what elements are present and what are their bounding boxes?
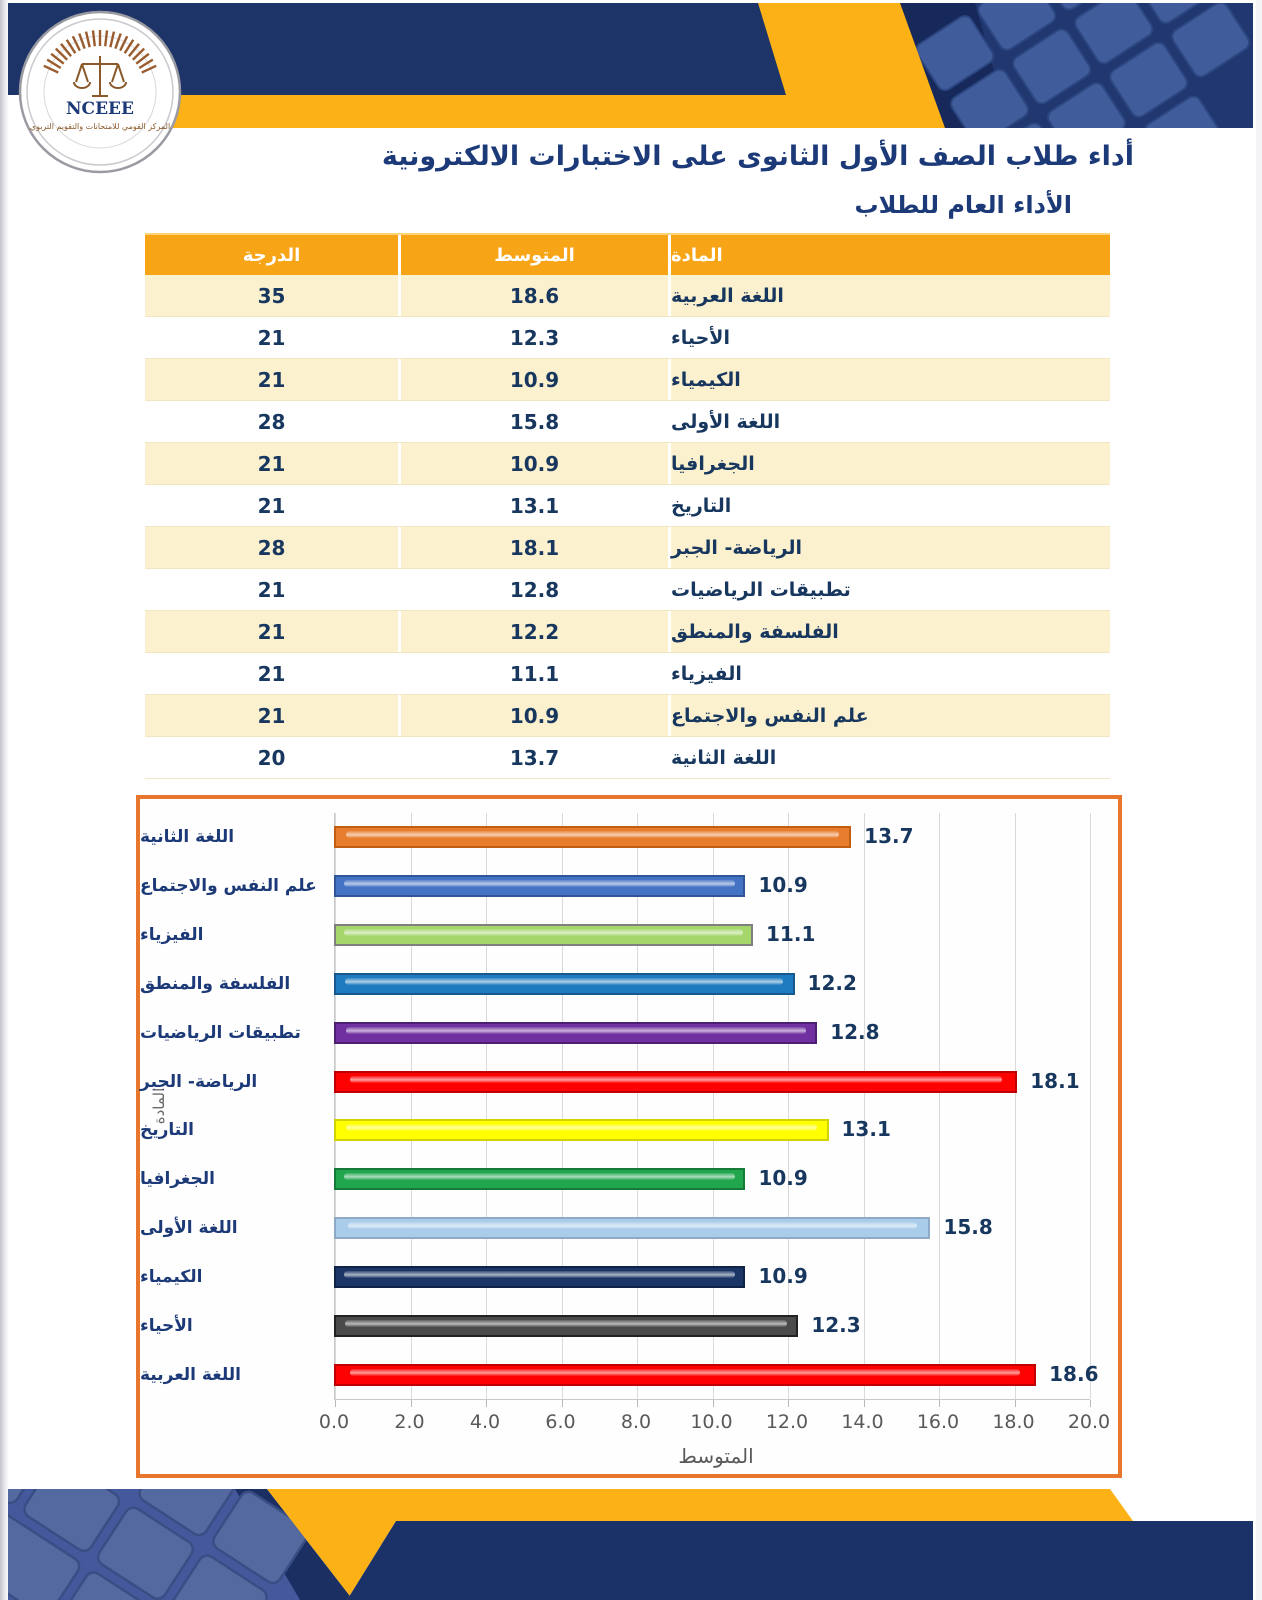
cell-score: 21 <box>257 451 286 476</box>
cell-score: 28 <box>257 535 286 560</box>
table-row <box>145 611 1110 653</box>
logo-subtext: المركز القومي للامتحانات والتقويم التربوي <box>29 122 171 131</box>
category-label: اللغة العربية <box>140 1364 241 1385</box>
axis-tick <box>562 1400 563 1407</box>
x-tick-label: 4.0 <box>469 1411 501 1433</box>
table-row <box>145 485 1110 527</box>
category-label: اللغة الثانية <box>140 827 235 848</box>
gridline <box>1090 813 1091 1399</box>
chart-row <box>334 1155 1089 1204</box>
axis-tick <box>788 1400 789 1407</box>
table-row <box>145 695 1110 737</box>
bar <box>334 1071 1017 1093</box>
table-body <box>145 275 1110 779</box>
chart-row <box>334 911 1089 960</box>
cell-score: 21 <box>257 661 286 686</box>
performance-table <box>145 233 1110 779</box>
nceee-logo <box>16 8 184 176</box>
bar-value-label: 18.1 <box>1030 1068 1080 1093</box>
chart-x-axis-title: المتوسط <box>678 1444 754 1468</box>
cell-score: 21 <box>257 619 286 644</box>
bar-gloss <box>350 1076 1002 1083</box>
cell-score: 35 <box>257 283 286 308</box>
cell-score: 21 <box>257 325 286 350</box>
cell-average: 12.8 <box>398 569 668 610</box>
category-label: الجغرافيا <box>140 1169 215 1190</box>
cell-subject: اللغة الأولى <box>668 401 1110 442</box>
bar-gloss <box>350 1369 1020 1376</box>
cell-subject: اللغة الثانية <box>668 737 1110 778</box>
category-label: الرياضة- الجبر <box>140 1071 258 1092</box>
category-label: علم النفس والاجتماع <box>140 876 317 897</box>
bar-value-label: 12.2 <box>807 970 857 995</box>
bar <box>334 1266 745 1288</box>
table-row <box>145 569 1110 611</box>
axis-tick <box>1015 1400 1016 1407</box>
bar-value-label: 13.1 <box>841 1117 891 1142</box>
table-row <box>145 527 1110 569</box>
bar-value-label: 12.3 <box>811 1312 861 1337</box>
bar-gloss <box>346 1027 806 1034</box>
averages-bar-chart <box>136 795 1122 1478</box>
chart-y-axis-title: المادة <box>150 1087 168 1125</box>
cell-average: 18.1 <box>398 527 668 568</box>
bar <box>334 875 745 897</box>
bar <box>334 1119 829 1141</box>
cell-subject: الفيزياء <box>668 653 1110 694</box>
bar <box>334 973 795 995</box>
cell-average: 15.8 <box>398 401 668 442</box>
bar-gloss <box>344 880 735 887</box>
table-header-subject: المادة <box>668 235 1110 275</box>
table-row <box>145 275 1110 317</box>
bar-value-label: 10.9 <box>758 1263 808 1288</box>
cell-score: 21 <box>257 577 286 602</box>
chart-row <box>334 862 1089 911</box>
cell-average: 13.7 <box>398 737 668 778</box>
x-tick-label: 12.0 <box>765 1411 809 1433</box>
x-tick-label: 6.0 <box>545 1411 576 1433</box>
bar <box>334 1364 1036 1386</box>
category-label: التاريخ <box>140 1120 194 1141</box>
table-header-score: الدرجة <box>242 244 301 266</box>
cell-subject: الكيمياء <box>668 359 1110 400</box>
axis-tick <box>637 1400 638 1407</box>
chart-row <box>334 1057 1089 1106</box>
cell-subject: الجغرافيا <box>668 443 1110 484</box>
chart-row <box>334 1301 1089 1350</box>
bar-gloss <box>344 929 742 936</box>
table-header-row <box>145 235 1110 275</box>
bar <box>334 1168 745 1190</box>
bar <box>334 1315 798 1337</box>
chart-row <box>334 813 1089 862</box>
axis-tick <box>486 1400 487 1407</box>
bar-value-label: 15.8 <box>943 1215 993 1240</box>
page-title: أداء طلاب الصف الأول الثانوى على الاختبارات الالكترونية <box>381 141 1134 172</box>
bar-value-label: 13.7 <box>864 824 914 849</box>
top-banner-decoration <box>0 0 1262 132</box>
bar-value-label: 12.8 <box>830 1019 880 1044</box>
chart-row <box>334 1350 1099 1399</box>
bar-gloss <box>348 1222 917 1229</box>
table-row <box>145 359 1110 401</box>
logo-text: NCEEE <box>66 99 134 119</box>
x-tick-label: 20.0 <box>1067 1411 1111 1433</box>
table-row <box>145 443 1110 485</box>
bar-value-label: 11.1 <box>766 922 816 947</box>
category-label: اللغة الأولى <box>140 1218 238 1239</box>
cell-score: 21 <box>257 703 286 728</box>
axis-tick <box>939 1400 940 1407</box>
page-edge-right <box>1256 0 1262 1600</box>
chart-row <box>334 1008 1089 1057</box>
cell-average: 11.1 <box>398 653 668 694</box>
table-row <box>145 653 1110 695</box>
bar-gloss <box>344 1173 735 1180</box>
axis-tick <box>335 1400 336 1407</box>
cell-subject: الأحياء <box>668 317 1110 358</box>
axis-tick <box>864 1400 865 1407</box>
chart-row <box>334 1253 1089 1302</box>
cell-score: 21 <box>257 493 286 518</box>
category-label: الفيزياء <box>140 925 204 946</box>
axis-tick <box>411 1400 412 1407</box>
category-label: الكيمياء <box>140 1266 203 1287</box>
axis-tick <box>713 1400 714 1407</box>
chart-row <box>334 1204 1089 1253</box>
chart-row <box>334 1106 1089 1155</box>
cell-score: 20 <box>257 745 286 770</box>
cell-subject: التاريخ <box>668 485 1110 526</box>
table-row <box>145 317 1110 359</box>
cell-subject: تطبيقات الرياضيات <box>668 569 1110 610</box>
x-tick-label: 8.0 <box>620 1411 652 1433</box>
bar-value-label: 18.6 <box>1049 1361 1099 1386</box>
bar-gloss <box>346 831 839 838</box>
category-label: الفلسفة والمنطق <box>140 973 291 994</box>
cell-subject: الرياضة- الجبر <box>668 527 1110 568</box>
x-tick-label: 0.0 <box>318 1411 350 1433</box>
axis-tick <box>1090 1400 1091 1407</box>
bar <box>334 924 753 946</box>
x-tick-label: 14.0 <box>841 1411 884 1433</box>
bar <box>334 1022 817 1044</box>
cell-subject: اللغة العربية <box>668 275 1110 316</box>
page-edge-left <box>0 0 9 1600</box>
bar <box>334 1217 930 1239</box>
bar-gloss <box>344 1271 735 1278</box>
cell-score: 21 <box>257 367 286 392</box>
chart-row <box>334 960 1089 1009</box>
table-row <box>145 401 1110 443</box>
bar-gloss <box>346 1124 817 1131</box>
cell-average: 12.3 <box>398 317 668 358</box>
cell-average: 10.9 <box>398 443 668 484</box>
cell-average: 18.6 <box>398 275 668 316</box>
x-tick-label: 16.0 <box>916 1411 960 1433</box>
bottom-banner-decoration <box>0 1480 1262 1600</box>
bar-gloss <box>345 978 783 985</box>
cell-average: 10.9 <box>398 695 668 736</box>
cell-average: 13.1 <box>398 485 668 526</box>
bar-gloss <box>345 1320 787 1327</box>
x-tick-label: 2.0 <box>394 1411 425 1433</box>
x-tick-label: 18.0 <box>992 1411 1035 1433</box>
page-subtitle: الأداء العام للطلاب <box>854 191 1072 219</box>
cell-subject: علم النفس والاجتماع <box>668 695 1110 736</box>
bar-value-label: 10.9 <box>758 873 808 898</box>
cell-score: 28 <box>257 409 286 434</box>
bar <box>334 826 851 848</box>
x-tick-label: 10.0 <box>690 1411 733 1433</box>
cell-average: 12.2 <box>398 611 668 652</box>
bottom-navy-band <box>347 1521 1253 1600</box>
bar-value-label: 10.9 <box>758 1166 808 1191</box>
cell-average: 10.9 <box>398 359 668 400</box>
category-label: تطبيقات الرياضيات <box>140 1022 301 1043</box>
table-row <box>145 737 1110 779</box>
cell-subject: الفلسفة والمنطق <box>668 611 1110 652</box>
category-label: الأحياء <box>140 1315 193 1336</box>
table-header-average: المتوسط <box>398 235 668 275</box>
